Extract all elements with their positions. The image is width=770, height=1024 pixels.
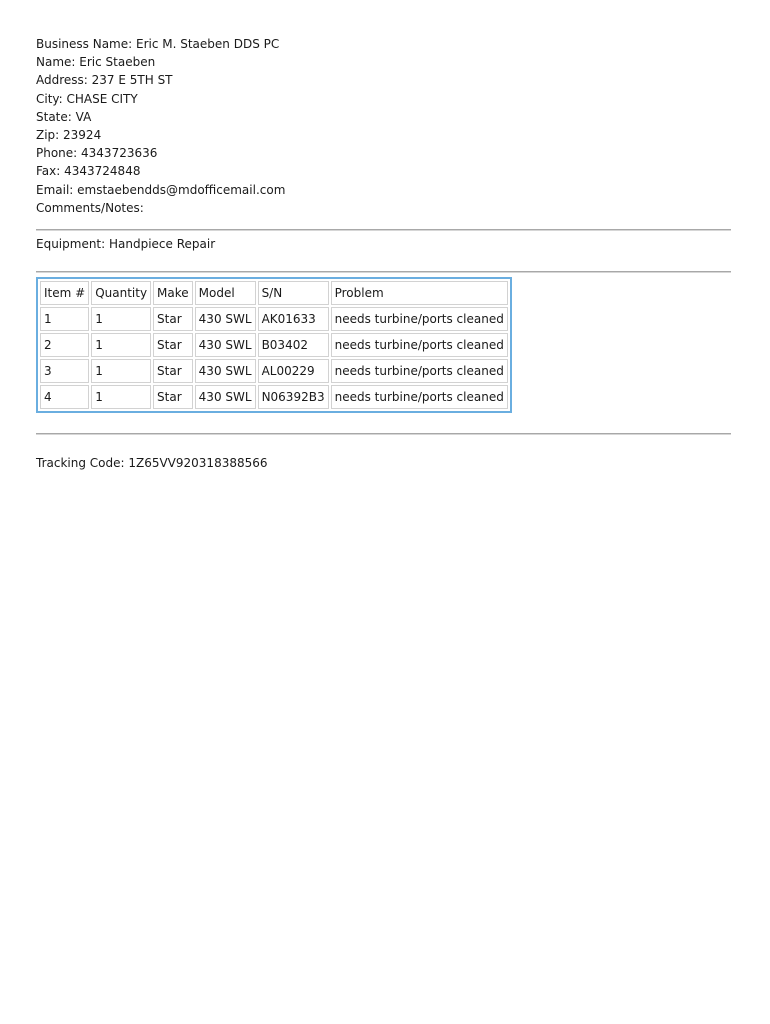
header-problem: Problem xyxy=(331,281,508,305)
table-row xyxy=(40,359,508,383)
cell-problem: needs turbine/ports cleaned xyxy=(331,359,508,383)
table-row xyxy=(40,307,508,331)
cell-quantity: 1 xyxy=(91,307,151,331)
equipment-type: Equipment: Handpiece Repair xyxy=(36,236,216,251)
header-model: Model xyxy=(195,281,256,305)
fax: Fax: 4343724848 xyxy=(36,164,141,179)
city: City: CHASE CITY xyxy=(36,91,138,106)
contact-name: Name: Eric Staeben xyxy=(36,55,156,70)
cell-model: 430 SWL xyxy=(195,307,256,331)
cell-quantity: 1 xyxy=(91,359,151,383)
email: Email: emstaebendds@mdofficemail.com xyxy=(36,182,286,197)
divider xyxy=(36,229,731,231)
cell-quantity: 1 xyxy=(91,333,151,357)
cell-problem: needs turbine/ports cleaned xyxy=(331,333,508,357)
divider xyxy=(36,271,731,273)
phone: Phone: 4343723636 xyxy=(36,146,158,161)
divider xyxy=(36,433,731,435)
cell-serial-number: AK01633 xyxy=(258,307,329,331)
state: State: VA xyxy=(36,109,92,124)
cell-quantity: 1 xyxy=(91,385,151,409)
cell-model: 430 SWL xyxy=(195,359,256,383)
table-row xyxy=(40,385,508,409)
cell-serial-number: AL00229 xyxy=(258,359,329,383)
cell-model: 430 SWL xyxy=(195,333,256,357)
table-row xyxy=(40,333,508,357)
cell-make: Star xyxy=(153,307,193,331)
cell-item-number: 1 xyxy=(40,307,89,331)
cell-make: Star xyxy=(153,385,193,409)
repair-form-document xyxy=(36,35,731,472)
cell-serial-number: B03402 xyxy=(258,333,329,357)
tracking-code: Tracking Code: 1Z65VV920318388566 xyxy=(36,455,268,470)
cell-make: Star xyxy=(153,333,193,357)
cell-model: 430 SWL xyxy=(195,385,256,409)
cell-item-number: 2 xyxy=(40,333,89,357)
header-item-number: Item # xyxy=(40,281,89,305)
cell-problem: needs turbine/ports cleaned xyxy=(331,385,508,409)
comments-notes: Comments/Notes: xyxy=(36,200,144,215)
header-make: Make xyxy=(153,281,193,305)
cell-item-number: 3 xyxy=(40,359,89,383)
header-serial-number: S/N xyxy=(258,281,329,305)
address: Address: 237 E 5TH ST xyxy=(36,73,173,88)
cell-serial-number: N06392B3 xyxy=(258,385,329,409)
contact-info xyxy=(36,35,731,217)
business-name: Business Name: Eric M. Staeben DDS PC xyxy=(36,37,280,51)
header-quantity: Quantity xyxy=(91,281,151,305)
cell-problem: needs turbine/ports cleaned xyxy=(331,307,508,331)
cell-make: Star xyxy=(153,359,193,383)
zip: Zip: 23924 xyxy=(36,127,102,142)
cell-item-number: 4 xyxy=(40,385,89,409)
items-table xyxy=(36,277,512,413)
table-header-row xyxy=(40,281,508,305)
